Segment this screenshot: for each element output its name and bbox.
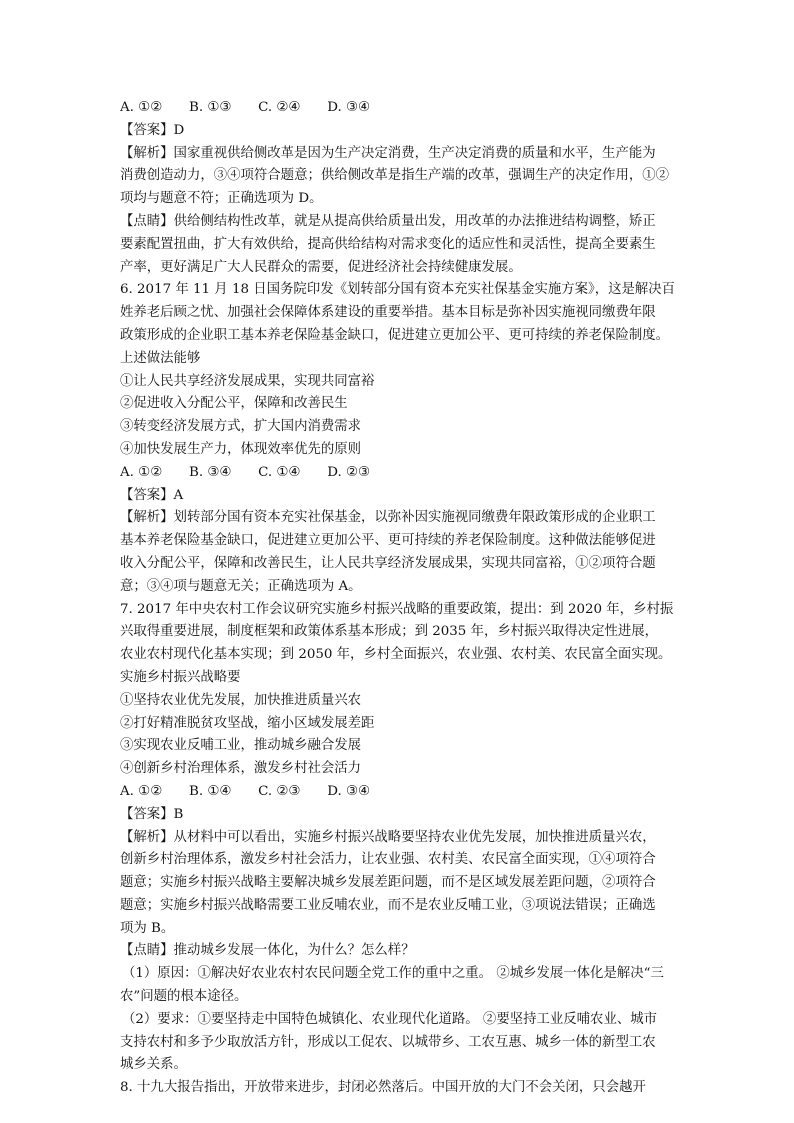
text-line: 产率，更好满足广大人民群众的需要，促进经济社会持续健康发展。 — [120, 259, 522, 275]
text-line: A. ①② B. ①③ C. ②④ D. ③④ — [120, 100, 370, 115]
text-line: 意；③④项与题意无关；正确选项为 A。 — [120, 578, 362, 594]
text-line: 【解析】从材料中可以看出，实施乡村振兴战略要坚持农业优先发展，加快推进质量兴农， — [120, 829, 656, 845]
text-line: ②促进收入分配公平，保障和改善民生 — [120, 396, 348, 412]
text-line: 收入分配公平，保障和改善民生，让人民共享经济发展成果，实现共同富裕，①②项符合题 — [120, 555, 656, 571]
text-line: 【解析】划转部分国有资本充实社保基金，以弥补因实施视同缴费年限政策形成的企业职工 — [120, 510, 656, 526]
text-line: 【答案】B — [120, 806, 184, 822]
text-line: 农业农村现代化基本实现；到 2050 年，乡村全面振兴，农业强、农村美、农民富全面实现。 — [120, 647, 672, 663]
text-line: ③转变经济发展方式，扩大国内消费需求 — [120, 419, 362, 435]
text-line: 基本养老保险基金缺口，促进建立更加公平、更可持续的养老保险制度。这种做法能够促进 — [120, 533, 656, 549]
text-line: 【答案】D — [120, 122, 185, 138]
text-line: 创新乡村治理体系，激发乡村社会活力，让农业强、农村美、农民富全面实现，①④项符合 — [120, 852, 656, 868]
text-line: 8. 十九大报告指出，开放带来进步，封闭必然落后。中国开放的大门不会关闭，只会越开 — [120, 1080, 646, 1096]
text-line: 政策形成的企业职工基本养老保险基金缺口，促进建立更加公平、更可持续的养老保险制度。 — [120, 327, 670, 343]
text-line: 【点睛】推动城乡发展一体化，为什么？怎么样？ — [120, 943, 415, 959]
text-line: ③实现农业反哺工业，推动城乡融合发展 — [120, 738, 362, 754]
text-line: 7. 2017 年中央农村工作会议研究实施乡村振兴战略的重要政策，提出：到 2020 年，乡村振 — [120, 601, 674, 617]
text-line: A. ①② B. ①④ C. ②③ D. ③④ — [120, 783, 370, 799]
text-line: 要素配置扭曲，扩大有效供给，提高供给结构对需求变化的适应性和灵活性，提高全要素生 — [120, 236, 656, 252]
text-line: 6. 2017 年 11 月 18 日国务院印发《划转部分国有资本充实社保基金实施方案》，这是解决百 — [120, 282, 676, 298]
text-line: ①坚持农业优先发展，加快推进质量兴农 — [120, 692, 362, 708]
text-line: 上述做法能够 — [120, 350, 201, 366]
text-line: ②打好精准脱贫攻坚战，缩小区域发展差距 — [120, 715, 375, 731]
text-line: 城乡关系。 — [120, 1057, 187, 1073]
text-line: ④加快发展生产力，体现效率优先的原则 — [120, 441, 362, 457]
text-line: 姓养老后顾之忧、加强社会保障体系建设的重要举措。基本目标是弥补因实施视同缴费年限 — [120, 305, 656, 321]
text-line: 题意；实施乡村振兴战略主要解决城乡发展差距问题，而不是区域发展差距问题，②项符合 — [120, 875, 656, 891]
text-line: 【点睛】供给侧结构性改革，就是从提高供给质量出发，用改革的办法推进结构调整，矫正 — [120, 213, 656, 229]
text-line: 农”问题的根本途径。 — [120, 989, 248, 1005]
text-line: 支持农村和多予少取放活方针，形成以工促农、以城带乡、工农互惠、城乡一体的新型工农 — [120, 1034, 656, 1050]
text-line: 题意；实施乡村振兴战略需要工业反哺农业，而不是农业反哺工业，③项说法错误；正确选 — [120, 897, 656, 913]
text-line: A. ①② B. ③④ C. ①④ D. ②③ — [120, 464, 370, 480]
text-line: 项均与题意不符；正确选项为 D。 — [120, 191, 323, 207]
text-line: 【答案】A — [120, 487, 184, 503]
text-line: 项为 B。 — [120, 920, 175, 936]
text-line: ①让人民共享经济发展成果，实现共同富裕 — [120, 373, 375, 389]
text-line: 兴取得重要进展，制度框架和政策体系基本形成；到 2035 年，乡村振兴取得决定性进展， — [120, 624, 659, 640]
text-line: 消费创造动力，③④项符合题意；供给侧改革是指生产端的改革，强调生产的决定作用，①② — [120, 168, 670, 184]
text-line: （1）原因：①解决好农业农村农民问题全党工作的重中之重。 ②城乡发展一体化是解决“三 — [122, 966, 664, 982]
text-line: ④创新乡村治理体系，激发乡村社会活力 — [120, 761, 362, 777]
document-page — [120, 97, 686, 1100]
text-line: 【解析】国家重视供给侧改革是因为生产决定消费，生产决定消费的质量和水平，生产能为 — [120, 145, 656, 161]
text-line: 实施乡村振兴战略要 — [120, 669, 241, 685]
text-line: （2）要求：①要坚持走中国特色城镇化、农业现代化道路。 ②要坚持工业反哺农业、城市 — [122, 1011, 658, 1027]
